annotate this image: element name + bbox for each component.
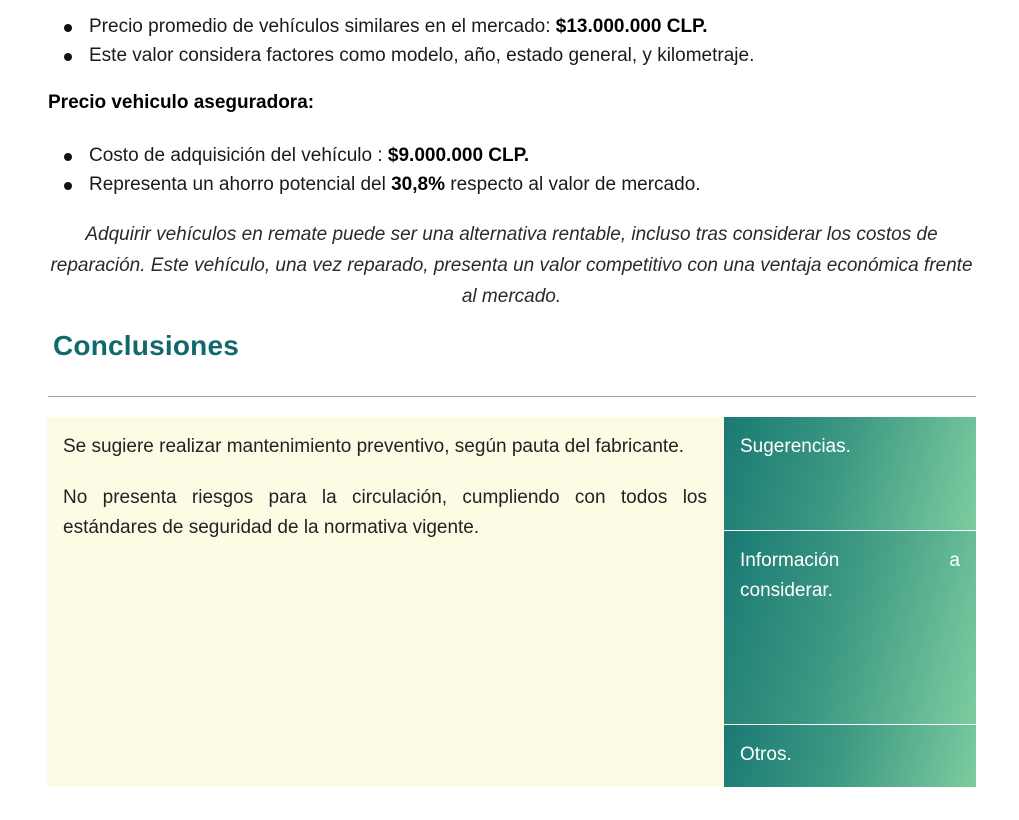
list-item-text: respecto al valor de mercado. — [444, 174, 701, 195]
acquisition-cost-value: $9.000.000 CLP. — [387, 145, 530, 166]
list-item-text: Costo de adquisición del vehículo : — [89, 145, 388, 166]
insurer-price-heading: Precio vehiculo aseguradora: — [48, 92, 315, 113]
side-panel-label — [740, 546, 960, 606]
side-panel-label-word: Información — [740, 550, 840, 571]
conclusions-title: Conclusiones — [53, 330, 239, 361]
list-item-text: Este valor considera factores como modelo, año, estado general, y kilometraje. — [89, 45, 755, 66]
conclusions-text — [63, 432, 707, 564]
list-item — [62, 141, 701, 170]
conclusion-paragraph: Se sugiere realizar mantenimiento preventivo, según pauta del fabricante. — [63, 436, 685, 457]
side-panel-suggestions — [724, 417, 976, 530]
italic-note: Adquirir vehículos en remate puede ser una alternativa rentable, incluso tras considerar los costos de reparación. Este vehículo, una vez reparado, presenta un valor competitivo con una ventaja económica frente al mercado. — [50, 224, 973, 307]
list-item — [62, 170, 701, 199]
side-panel-label: Otros. — [740, 744, 792, 765]
market-price-value: $13.000.000 CLP. — [555, 16, 708, 37]
side-panel-label-word: considerar. — [740, 580, 833, 601]
list-item — [62, 12, 754, 41]
side-panel-label-word: a — [949, 550, 960, 571]
section-divider — [48, 396, 976, 397]
conclusions-box — [47, 417, 724, 787]
insurer-price-list — [62, 141, 701, 199]
side-panel-others — [724, 725, 976, 787]
list-item-text: Representa un ahorro potencial del — [89, 174, 392, 195]
side-panel-label: Sugerencias. — [740, 436, 851, 457]
market-price-list — [62, 12, 754, 70]
side-panel-information — [724, 531, 976, 724]
savings-percentage: 30,8% — [391, 174, 445, 195]
list-item — [62, 41, 754, 70]
list-item-text: Precio promedio de vehículos similares en el mercado: — [89, 16, 556, 37]
conclusion-paragraph: No presenta riesgos para la circulación, cumpliendo con todos los estándares de seguridad de la normativa vigente. — [63, 487, 707, 538]
